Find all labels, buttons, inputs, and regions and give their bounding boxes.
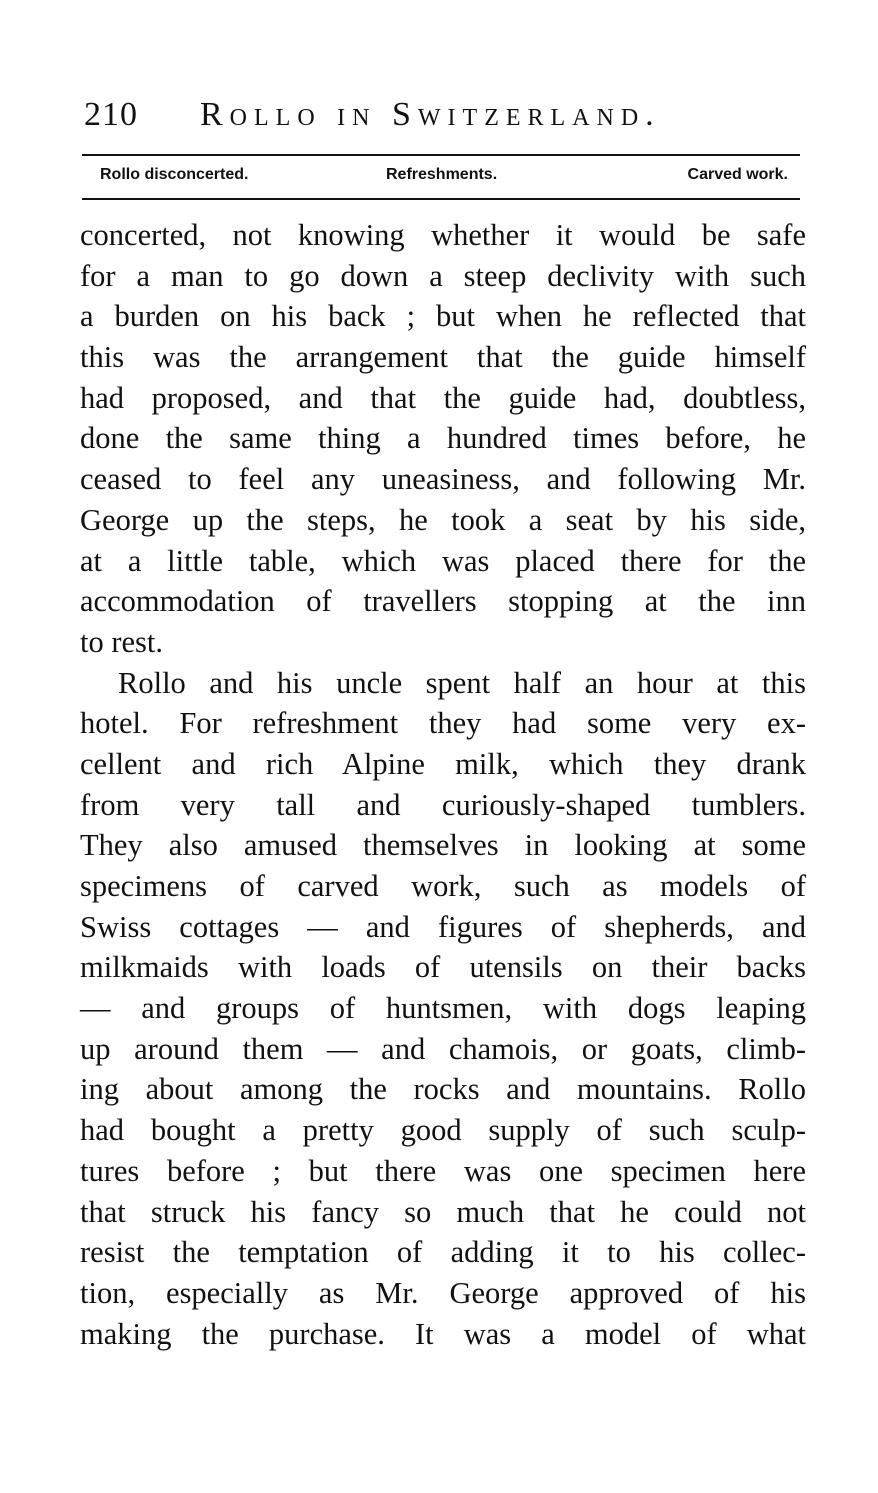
text-line: to rest. [80,624,164,659]
text-line: this was the arrangement that the guide himself [80,340,806,375]
text-line: They also amused themselves in looking at some [80,828,806,863]
text-line: done the same thing a hundred times before, he [80,421,806,456]
topic-carved-work: Carved work. [687,166,788,183]
text-line: that struck his fancy so much that he could not [80,1194,806,1229]
text-line: concerted, not knowing whether it would be safe [80,218,806,252]
text-line: had bought a pretty good supply of such sculp- [80,1113,806,1148]
topic-refreshments: Refreshments. [386,166,498,183]
body-text [80,215,806,1354]
text-line: ing about among the rocks and mountains. Rollo [80,1072,806,1107]
text-line: at a little table, which was placed there for the [80,543,806,578]
page-number: 210 [84,96,138,133]
text-line: specimens of carved work, such as models of [80,869,806,903]
text-line: up around them — and chamois, or goats, climb- [80,1031,806,1066]
text-line: from very tall and curiously-shaped tumblers. [80,787,806,822]
text-line: Rollo and his uncle spent half an hour at this [118,665,806,700]
text-line: ceased to feel any uneasiness, and following Mr. [80,462,806,497]
text-line: for a man to go down a steep declivity with such [80,258,806,293]
text-line: George up the steps, he took a seat by his side, [80,502,806,537]
text-line: Swiss cottages — and figures of shepherds, and [80,909,806,944]
book-title: Rollo in Switzerland. [200,96,661,133]
text-line: tures before ; but there was one specimen here [80,1153,806,1188]
chapter-topics [100,166,800,194]
text-line: making the purchase. It was a model of what [80,1316,806,1351]
text-line: cellent and rich Alpine milk, which they drank [80,746,806,781]
text-line: had proposed, and that the guide had, doubtless, [80,380,806,415]
text-line: tion, especially as Mr. George approved of his [80,1275,806,1310]
running-head [80,96,800,144]
text-line: a burden on his back ; but when he reflected that [80,299,806,334]
header-rule-top [82,154,800,156]
text-line: accommodation of travellers stopping at the inn [80,584,806,619]
text-line: resist the temptation of adding it to his collec- [80,1235,806,1270]
text-line: — and groups of huntsmen, with dogs leaping [80,991,806,1026]
topic-rollo-disconcerted: Rollo disconcerted. [100,166,249,183]
text-line: milkmaids with loads of utensils on their backs [80,950,806,985]
header-rule-bottom [82,198,800,200]
text-line: hotel. For refreshment they had some very ex- [80,706,806,741]
